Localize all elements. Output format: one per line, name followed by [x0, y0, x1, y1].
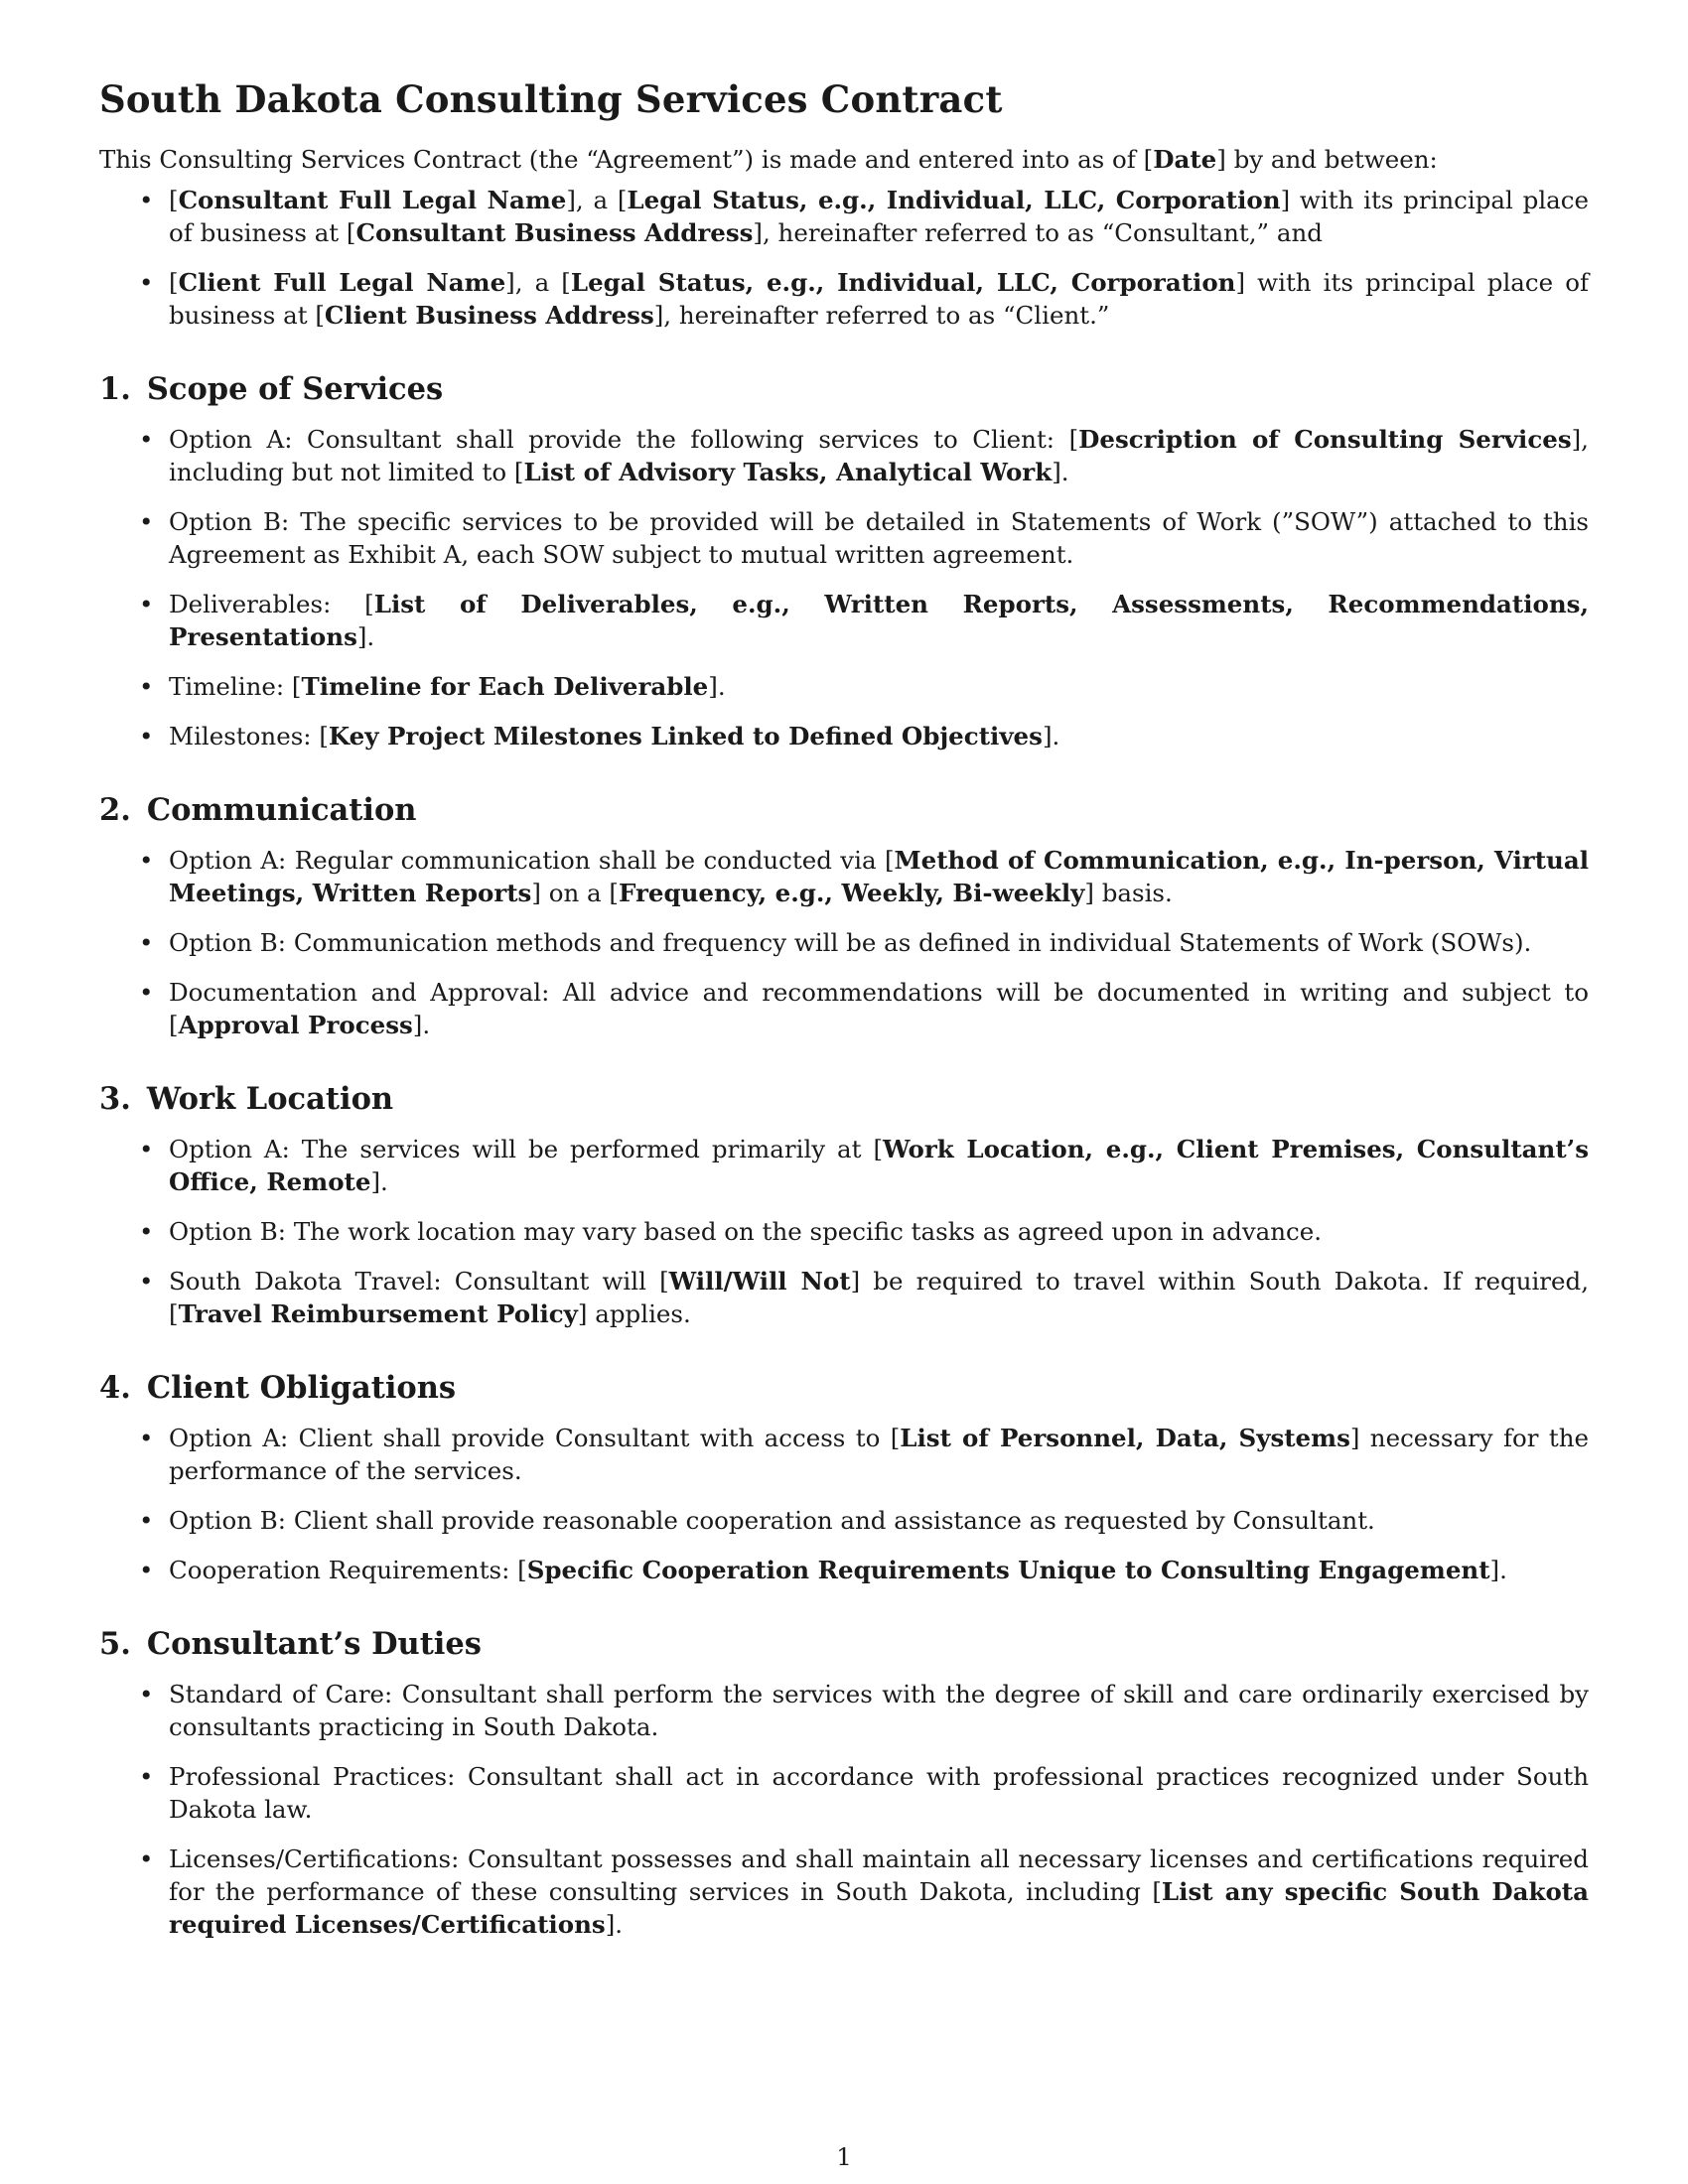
party-client: • [Client Full Legal Name], a [Legal Status, e.g., Individual, LLC, Corporation] with its principal place of business at [Client Business Address], hereinafter referred to as “Client.” — [99, 266, 1589, 332]
document-page — [99, 77, 1589, 1958]
list-item: • Option A: Client shall provide Consultant with access to [List of Personnel, Data, Systems] necessary for the performance of the services. — [99, 1422, 1589, 1487]
list-item: • Professional Practices: Consultant shall act in accordance with professional practices recognized under South Dakota law. — [99, 1760, 1589, 1826]
list-item: • Licenses/Certifications: Consultant possesses and shall maintain all necessary licenses and certifications required for the performance of these consulting services in South Dakota, including [List any specific South Dakota required Licenses/Certifications]. — [99, 1843, 1589, 1941]
section-heading-work-location: 3. Work Location — [99, 1081, 394, 1117]
section-list-client-obligations — [99, 1422, 1589, 1586]
section-list-communication — [99, 844, 1589, 1041]
list-item: • Option A: Regular communication shall be conducted via [Method of Communication, e.g., In-person, Virtual Meetings, Written Reports] on a [Frequency, e.g., Weekly, Bi-weekly] basis. — [99, 844, 1589, 909]
list-item: • Option A: Consultant shall provide the following services to Client: [Description of Consulting Services], including but not limited to [List of Advisory Tasks, Analytical Work]. — [99, 423, 1589, 488]
list-item: • Documentation and Approval: All advice and recommendations will be documented in writing and subject to [Approval Process]. — [99, 976, 1589, 1041]
list-item: • Milestones: [Key Project Milestones Linked to Defined Objectives]. — [99, 720, 1589, 752]
page-number: 1 — [836, 2142, 852, 2171]
section-heading-communication: 2. Communication — [99, 792, 417, 828]
list-item: • Cooperation Requirements: [Specific Cooperation Requirements Unique to Consulting Engagement]. — [99, 1554, 1589, 1586]
list-item: • Timeline: [Timeline for Each Deliverable]. — [99, 670, 1589, 703]
list-item: • Option B: Client shall provide reasonable cooperation and assistance as requested by Consultant. — [99, 1504, 1589, 1537]
section-heading-client-obligations: 4. Client Obligations — [99, 1370, 457, 1406]
list-item: • Deliverables: [List of Deliverables, e.g., Written Reports, Assessments, Recommendations, Presentations]. — [99, 588, 1589, 653]
section-heading-scope: 1. Scope of Services — [99, 371, 444, 407]
section-list-scope — [99, 423, 1589, 752]
list-item: • Option B: The specific services to be provided will be detailed in Statements of Work (”SOW”) attached to this Agreement as Exhibit A, each SOW subject to mutual written agreement. — [99, 505, 1589, 571]
party-consultant: • [Consultant Full Legal Name], a [Legal Status, e.g., Individual, LLC, Corporation] with its principal place of business at [Consultant Business Address], hereinafter referred to as “Consultant,” and — [99, 184, 1589, 249]
list-item: • Standard of Care: Consultant shall perform the services with the degree of skill and care ordinarily exercised by consultants practicing in South Dakota. — [99, 1678, 1589, 1743]
section-list-work-location — [99, 1133, 1589, 1330]
intro-paragraph: This Consulting Services Contract (the “Agreement”) is made and entered into as of [Date] by and between: — [99, 145, 1438, 174]
section-heading-consultant-duties: 5. Consultant’s Duties — [99, 1626, 482, 1662]
date-placeholder: Date — [1153, 145, 1217, 174]
section-list-consultant-duties — [99, 1678, 1589, 1941]
document-title: South Dakota Consulting Services Contract — [99, 77, 1003, 121]
list-item: • South Dakota Travel: Consultant will [Will/Will Not] be required to travel within South Dakota. If required, [Travel Reimbursement Policy] applies. — [99, 1265, 1589, 1330]
list-item: • Option B: Communication methods and frequency will be as defined in individual Statements of Work (SOWs). — [99, 926, 1589, 959]
list-item: • Option B: The work location may vary based on the specific tasks as agreed upon in advance. — [99, 1215, 1589, 1248]
list-item: • Option A: The services will be performed primarily at [Work Location, e.g., Client Premises, Consultant’s Office, Remote]. — [99, 1133, 1589, 1198]
parties-list — [99, 184, 1589, 332]
